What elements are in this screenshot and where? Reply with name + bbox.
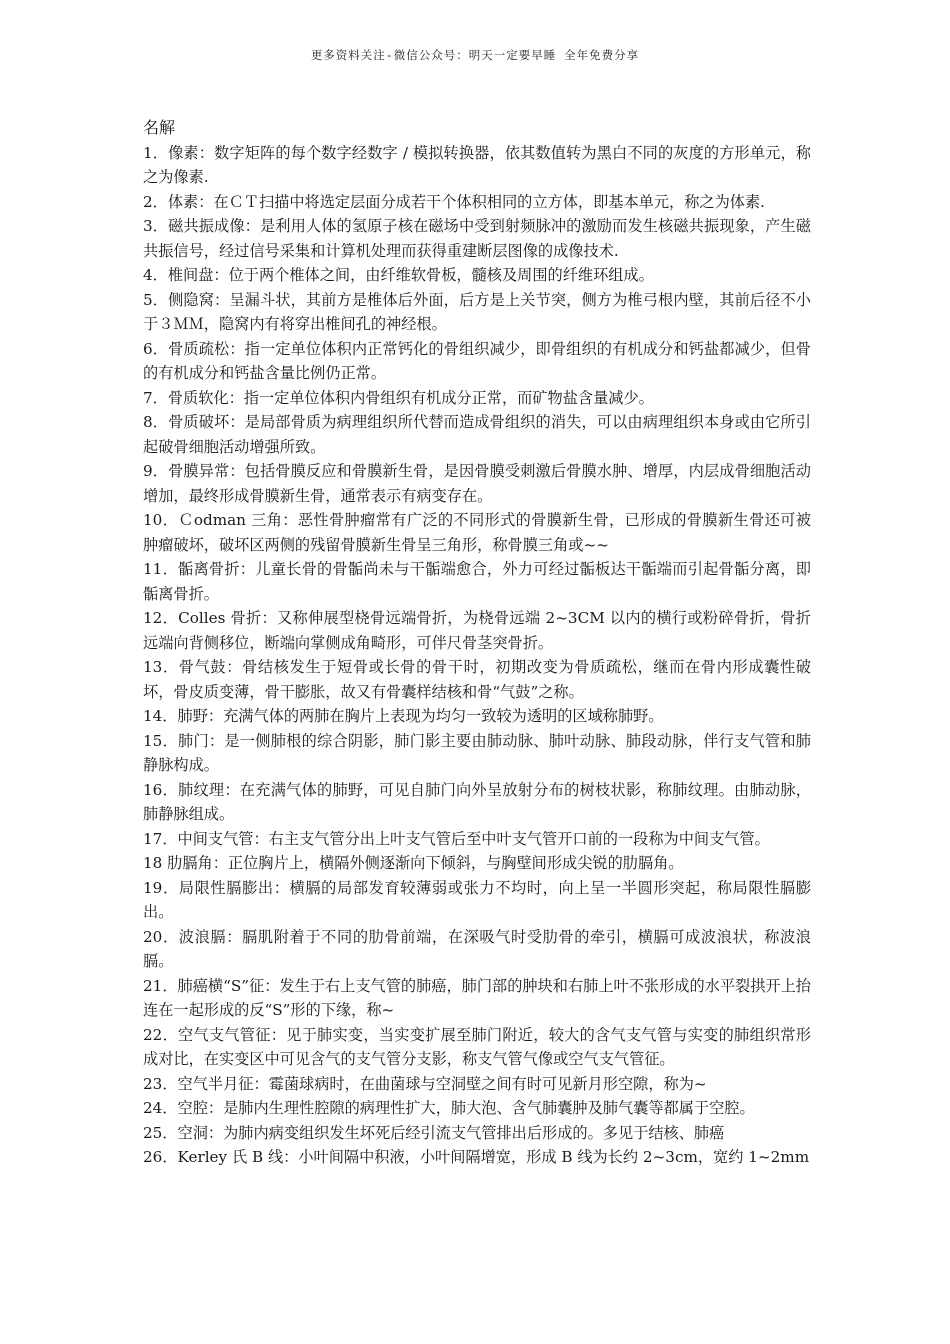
page-header: 更多资料关注-微信公众号：明天一定要早睡 全年免费分享 xyxy=(310,48,640,62)
entry-18: 18 肋膈角：正位胸片上，横隔外侧逐渐向下倾斜，与胸壁间形成尖锐的肋膈角。 xyxy=(143,854,684,872)
entry-14: 14．肺野：充满气体的两肺在胸片上表现为均匀一致较为透明的区域称肺野。 xyxy=(143,707,664,725)
entry-6: 6．骨质疏松：指一定单位体积内正常钙化的骨组织减少，即骨组织的有机成分和钙盐都减少，但骨的有机成分和钙盐含量比例仍正常。 xyxy=(143,339,811,382)
entry-15: 15．肺门：是一侧肺根的综合阴影，肺门影主要由肺动脉、肺叶动脉、肺段动脉，伴行支气管和肺静脉构成。 xyxy=(143,731,811,774)
entry-7: 7．骨质软化：指一定单位体积内骨组织有机成分正常，而矿物盐含量减少。 xyxy=(143,388,654,407)
entry-12: 12．Colles 骨折：又称伸展型桡骨远端骨折，为桡骨远端 2~3CM 以内的横行或粉碎骨折，骨折远端向背侧移位，断端向掌侧成角畸形，可伴尺骨茎突骨折。 xyxy=(143,609,811,652)
entry-21: 21．肺癌横“S”征：发生于右上支气管的肺癌，肺门部的肿块和右肺上叶不张形成的水平裂拱开上抬连在一起形成的反“S”形的下缘，称~ xyxy=(143,976,811,1019)
section-title: 名解 xyxy=(143,118,176,137)
entry-22: 22．空气支气管征：见于肺实变，当实变扩展至肺门附近，较大的含气支气管与实变的肺组织常形成对比，在实变区中可见含气的支气管分支影，称支气管气像或空气支气管征。 xyxy=(143,1025,811,1068)
entry-17: 17．中间支气管：右主支气管分出上叶支气管后至中叶支气管开口前的一段称为中间支气管。 xyxy=(143,829,770,848)
entry-9: 9．骨膜异常：包括骨膜反应和骨膜新生骨，是因骨膜受刺激后骨膜水肿、增厚，内层成骨细胞活动增加，最终形成骨膜新生骨，通常表示有病变存在。 xyxy=(143,462,811,505)
entry-1: 1．像素：数字矩阵的每个数字经数字 / 模拟转换器，依其数值转为黑白不同的灰度的方形单元，称之为像素. xyxy=(143,143,811,186)
entry-23: 23．空气半月征：霉菌球病时，在曲菌球与空洞壁之间有时可见新月形空隙，称为~ xyxy=(143,1074,707,1093)
entry-24: 24．空腔：是肺内生理性腔隙的病理性扩大，肺大泡、含气肺囊肿及肺气囊等都属于空腔。 xyxy=(143,1099,755,1117)
entry-2: 2．体素：在ＣＴ扫描中将选定层面分成若干个体积相同的立方体，即基本单元，称之为体素. xyxy=(143,192,765,211)
entry-11: 11．骺离骨折：儿童长骨的骨骺尚未与干骺端愈合，外力可经过骺板达干骺端而引起骨骺分离，即骺离骨折。 xyxy=(143,560,811,603)
entry-8: 8．骨质破坏：是局部骨质为病理组织所代替而造成骨组织的消失，可以由病理组织本身或由它所引起破骨细胞活动增强所致。 xyxy=(143,413,811,456)
entry-10: 10．Ｃodman 三角：恶性骨肿瘤常有广泛的不同形式的骨膜新生骨，已形成的骨膜新生骨还可被肿瘤破坏，破坏区两侧的残留骨膜新生骨呈三角形，称骨膜三角或~~ xyxy=(143,511,811,554)
entry-26: 26．Kerley 氏 B 线：小叶间隔中积液，小叶间隔增宽，形成 B 线为长约 2~3cm，宽约 1~2mm xyxy=(143,1148,810,1166)
entry-3: 3．磁共振成像：是利用人体的氢原子核在磁场中受到射频脉冲的激励而发生核磁共振现象，产生磁共振信号，经过信号采集和计算机处理而获得重建断层图像的成像技术. xyxy=(143,217,811,260)
entry-19: 19．局限性膈膨出：横膈的局部发育较薄弱或张力不均时，向上呈一半圆形突起，称局限性膈膨出。 xyxy=(143,878,811,921)
entry-13: 13．骨气鼓：骨结核发生于短骨或长骨的骨干时，初期改变为骨质疏松，继而在骨内形成囊性破坏，骨皮质变薄，骨干膨胀，故又有骨囊样结核和骨“气鼓”之称。 xyxy=(143,658,811,701)
entry-20: 20．波浪膈：膈肌附着于不同的肋骨前端，在深吸气时受肋骨的牵引，横膈可成波浪状，称波浪膈。 xyxy=(143,927,811,970)
entry-4: 4．椎间盘：位于两个椎体之间，由纤维软骨板，髓核及周围的纤维环组成。 xyxy=(143,266,654,284)
entry-5: 5．侧隐窝：呈漏斗状，其前方是椎体后外面，后方是上关节突，侧方为椎弓根内壁，其前后径不小于３ＭＭ，隐窝内有将穿出椎间孔的神经根。 xyxy=(143,290,811,333)
entry-25: 25．空洞：为肺内病变组织发生坏死后经引流支气管排出后形成的。多见于结核、肺癌 xyxy=(143,1123,725,1142)
document-body xyxy=(143,116,811,1170)
entry-16: 16．肺纹理：在充满气体的肺野，可见自肺门向外呈放射分布的树枝状影，称肺纹理。由肺动脉，肺静脉组成。 xyxy=(143,780,811,823)
